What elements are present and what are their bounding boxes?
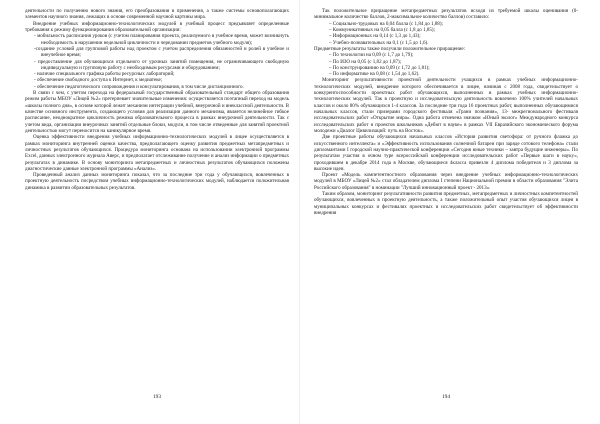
paragraph: - наличие специального графика работы ресурсных лабораторий; (34, 71, 175, 78)
paragraph: - мобильность расписания уроков (с учетом планирования проекта, реализуемого в учебное время, может возникнуть необходимость в нарушении недельной цикличности и чередовании предметов учебного модуля); (34, 33, 289, 46)
gutter (299, 0, 300, 424)
paragraph: Оценка эффективности внедрения учебных информационно-технологических модулей в лицее осуществляется в рамках мониторинга внутренней оценки качества, предполагающего оценку развития предметных метапредметных и личностных результатов обучающихся. Процедура мониторинга основана на использовании электронной программы Excel, данных электронного журнала Аверс, и предполагает отслеживание получение и анализ информации о предметных результатах в динамике. В основу мониторинга метапредметных и личностных результатов обучающихся положены диагностические данные электронной программы «Анализ». (25, 134, 289, 172)
paragraph: Две проектные работы обучающихся начальных классов «История развития светофора: от ручного флажка до искусственного интеллекта» и «Эффективность использования солнечной батареи при заряде сотового телефона» стали дипломантами I городской научно-практической конференции «Сегодня юные техники – завтра будущие инженеры». По результатам участия в очном туре всероссийской конференции исследовательских работ «Первые шаги в науку», проходившем в декабре 2014 года в Москве, обучающиеся 4класса привезли 4 диплома победителя и 3 диплома за высокие идеи. (314, 134, 578, 172)
paragraph: Так положительное приращение метапредметных результатов исходя из требуемой шкалы оценивания (0-минимальное количество баллов, 2-максимальное количество баллов) составило: (314, 8, 578, 21)
page-number-right: 194 (441, 394, 451, 400)
paragraph: деятельности по полученню нового знания, его преобразования и применения, а также системы основополагающих элементов научного знания, лежащих в основе современной научной картины мира. (25, 8, 289, 21)
paragraph: – Информационных на 0,14 (с 1,3 до 1,43); (329, 33, 421, 40)
paragraph: - обеспечение педагогического сопровождения и консультирования, в том числе дистанционного. (34, 83, 244, 90)
paragraph: - обеспечение свободного доступа к Интернет, к медиатеке; (34, 77, 163, 84)
paragraph: – По информатике на 0,08 (с 1,54 до 1,62). (329, 71, 420, 78)
paragraph: – Учебно-познавательных на 0,1 (с 1,5 до 1,6). (329, 39, 429, 46)
paragraph: Проект «Модель компетентностного образования через внедрение учебных информационно-технологических модулей в МБОУ «Лицей №2» стал обладателем диплома I степени Национальной премии в области образования "Элита Российского образования" в номинации "Лучший инновационный проект - 2013». (314, 172, 578, 191)
paragraph: – По ИЗО на 0,05 (с 1,82 до 1,87); (329, 58, 402, 65)
paragraph: Проведенный анализ данных мониторинга показал, что за последние три года у обучающихся, вовлеченных в проектную деятельность посредством учебных информационно-технологических модулей, наблюдается положительная динамика в развитии образовательных результатов. (25, 172, 289, 191)
paragraph: Таким образом, мониторинг результативности развития предметных, метапредметных и личностных компетентностей обучающихся, вовлеченных в проектную деятельность, а также положительный опыт участия обучающихся лицея в муниципальных конкурсах и фестивалях проектных и исследовательских работ свидетельствует об эффективности внедрения (314, 191, 578, 216)
paragraph: -создание условий для групповой работы над проектом с учетом распределения обязанностей и ролей в учебное и внеучебное время; (34, 45, 289, 59)
page-number-left: 193 (152, 394, 162, 400)
paragraph: В связи с чем, с учетом перехода на федеральный государственный образовательный стандарт общего образования режим работы МБОУ «Лицей №2» претерпевает значительные изменения: осуществляется поэтапный переход на модель «школы полного дня», в основе которой лежит механизм интеграции учебной, внеурочной и внеклассной деятельности. В качестве основного инструмента, создающего условия для реализации данного механизма, является нелинейное гибкое расписание, неоднократное цикличность режима образовательного процесса в рамках внеурочной деятельности. Так с учетом вида, организации внеурочных занятий отдельные блоки, модули, в том числе отведенные для занятий проектной деятельностью могут переносится на каникулярное время. (25, 90, 289, 134)
page-right (314, 8, 578, 416)
paragraph: Внедрение учебных информационно-технологических модулей в учебный процесс предъявляет определенные требования к режиму функционирования образовательной организации: (25, 20, 289, 33)
paragraph: – По конструированию на 0,09 (с 1,72 до 1,81); (329, 64, 430, 71)
paragraph: Предметные результаты также получили положительное приращение: (314, 45, 465, 52)
paragraph: Мониторинг результативности проектной деятельности учащихся в рамках учебных информационно-технологических модулей, внедрение которого обеспечивается в лицее, начиная с 2008 года, свидетельствует о конкурентоспособности проектных работ обучающихся, выполненных в рамках учебных информационно-технологических модулей. Так в проектную и исследовательскую деятельность вовлечено 100% учителей начальных классов и около 80% обучающихся 1-4 классов. За последние три года 16 проектных работ, выполненных обучающимися начальных классов, стали призерами городского фестиваля «Грани познания», 13- межрегионального фестиваля исследовательских работ «Открытие мира». Одна работа отмечена значком «Юный эколог» Международного конкурса исследовательских работ и проектов школьников «Дебют в науке» в рамках VII Евразийского экономического форума молодежи «Диалог Цивилизаций: путь на Восток». (314, 77, 578, 134)
page-right-body (314, 8, 578, 216)
paragraph: – Социально-трудовых на 0,04 балла (с 1,84 до 1,88); (329, 20, 443, 27)
paragraph: - предоставление для обучающихся отдельного от урочных занятий помещения, не ограничивающего свободную индивидуальную и групповую работу с необходимым ресурсами и оборудованием; (34, 58, 289, 71)
paragraph: – Коммуникативных на 0,05 балла (с 1,8 до 1,85); (329, 26, 435, 33)
page-left-body (25, 8, 289, 191)
paragraph: – По технологии на 0,09 (с 1,7 до 1,79); (329, 52, 414, 59)
page-left (25, 8, 289, 416)
